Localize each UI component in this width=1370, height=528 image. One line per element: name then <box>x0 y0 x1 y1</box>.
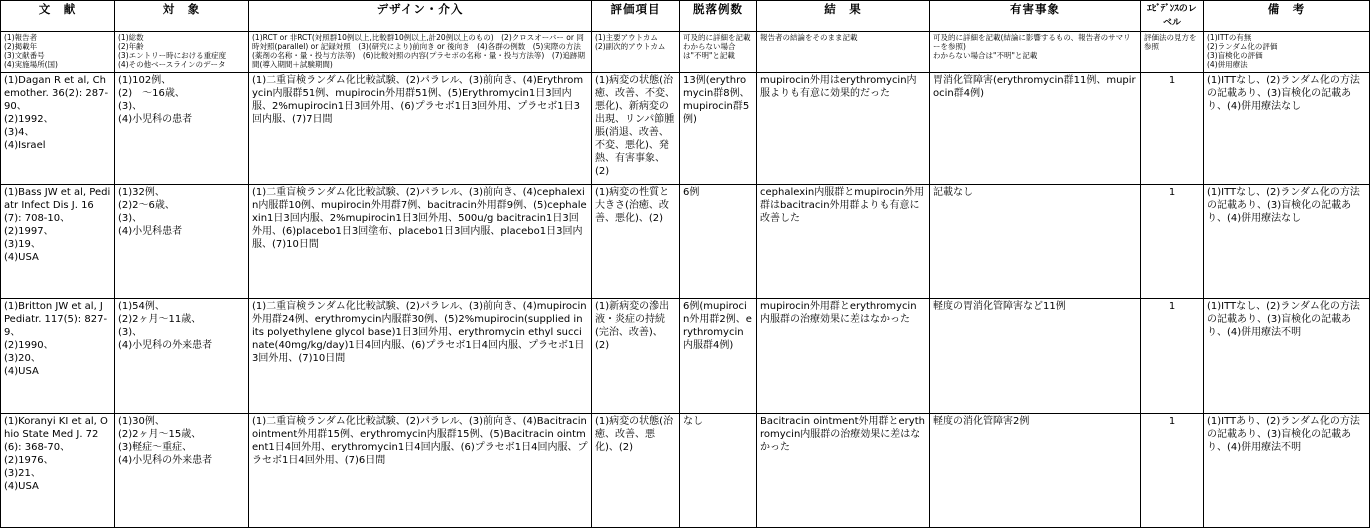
subheader-line: (4)併用療法 <box>1207 60 1248 69</box>
evidence-level-cell: 1 <box>1141 414 1204 528</box>
subheader-line: (3)盲検化の評価 <box>1207 51 1263 60</box>
subheader-line: (1)ITTの有無 <box>1207 33 1252 42</box>
subheader-line: (4)その他ベースラインのデータ <box>118 60 226 69</box>
subject-line: (3)、 <box>118 327 143 338</box>
subject-line: (4)小児科の外来患者 <box>118 340 213 351</box>
subject-line: (3)軽症〜重症、 <box>118 442 193 453</box>
subject-line: (3)、 <box>118 213 143 224</box>
subheader-outcome <box>592 32 680 73</box>
reference-line: (4)Israel <box>4 140 46 151</box>
reference-line: (4)USA <box>4 366 39 377</box>
subheader-evidence-level <box>1141 32 1204 73</box>
subject-line: (2)2〜6歳、 <box>118 200 175 211</box>
subject-line: (2)2ヶ月〜15歳、 <box>118 429 202 440</box>
remarks-cell: (1)ITTなし、(2)ランダム化の方法の記載あり、(3)盲検化の記載あり、(4)併用療法なし <box>1204 73 1370 185</box>
dropout-cell: なし <box>680 414 757 528</box>
reference-line: (3)19、 <box>4 239 41 250</box>
subject-line: (2) 〜16歳、 <box>118 88 185 99</box>
adverse-cell: 記載なし <box>930 185 1141 299</box>
header-remarks: 備 考 <box>1204 1 1370 32</box>
header-outcome: 評価項目 <box>592 1 680 32</box>
reference-cell <box>1 414 115 528</box>
remarks-cell: (1)ITTなし、(2)ランダム化の方法の記載あり、(3)盲検化の記載あり、(4)併用療法なし <box>1204 185 1370 299</box>
header-result: 結 果 <box>757 1 930 32</box>
dropout-cell: 13例(erythromycin群8例、mupirocin群5例) <box>680 73 757 185</box>
subheader-subject <box>115 32 249 73</box>
reference-line: (3)20、 <box>4 353 41 364</box>
subheader-dropout <box>680 32 757 73</box>
subject-line: (4)小児科の外来患者 <box>118 455 213 466</box>
subheader-remarks <box>1204 32 1370 73</box>
reference-line: (2)1997、 <box>4 226 54 237</box>
study-row-dagan <box>1 73 1370 185</box>
study-row-koranyi <box>1 414 1370 528</box>
remarks-cell: (1)ITTなし、(2)ランダム化の方法の記載あり、(3)盲検化の記載あり、(4)併用療法不明 <box>1204 299 1370 414</box>
subheader-line: 報告者の結論をそのまま記載 <box>760 33 858 42</box>
subject-line: (4)小児科の患者 <box>118 114 193 125</box>
header-reference: 文 献 <box>1 1 115 32</box>
subject-cell <box>115 185 249 299</box>
study-row-bass <box>1 185 1370 299</box>
subheader-line: (2)副次的アウトカム <box>595 42 666 51</box>
subheader-line: (3)エントリー時における重症度 <box>118 51 227 60</box>
header-adverse: 有害事象 <box>930 1 1141 32</box>
subheader-line: (1)RCT or 非RCT(対照群10例以上,比較群10例以上,計20例以上のもの) (2)クロスオーバー or 同時対照(parallel) or 記録対照 (3)(研究により)前向き or 後向き (4)各群の例数 (5)実際の方法(薬剤の名称・量・投与方法等) (6)比較対照の内容(プラセボの名称・量・投与方法等) (7)追跡期間(導入期間＋試験期間) <box>252 33 585 69</box>
subject-cell <box>115 299 249 414</box>
design-cell: (1)二重盲検ランダム化比較試験、(2)パラレル、(3)前向き、(4)Erythromycin内服群51例、mupirocin外用群51例、(5)Erythromycin1日3回内服、2%mupirocin1日3回外用、(6)プラセボ1日3回外用、プラセボ1日3回内服、(7)7日間 <box>249 73 592 185</box>
reference-line: (4)USA <box>4 252 39 263</box>
subheader-adverse <box>930 32 1141 73</box>
result-cell: Bacitracin ointment外用群とerythromycin内服群の治療効果に差はなかった <box>757 414 930 528</box>
subheader-line: (1)主要アウトカム <box>595 33 658 42</box>
reference-line: (2)1976、 <box>4 455 54 466</box>
subheader-line: (1)総数 <box>118 33 144 42</box>
dropout-cell: 6例 <box>680 185 757 299</box>
reference-cell <box>1 299 115 414</box>
reference-line: (1)Koranyi KI et al, Ohio State Med J. 72(6): 368-70、 <box>4 416 108 453</box>
subject-cell <box>115 414 249 528</box>
reference-line: (3)21、 <box>4 468 41 479</box>
header-row <box>1 1 1370 32</box>
subject-cell <box>115 73 249 185</box>
design-cell: (1)二重盲検ランダム化比較試験、(2)パラレル、(3)前向き、(4)Bacitracin ointment外用群15例、erythromycin内服群15例、(5)Bacitracin ointment1日4回外用、erythromycin1日4回内服、(6)プラセボ1日4回内服、プラセボ1日4回外用、(7)6日間 <box>249 414 592 528</box>
subject-line: (1)30例、 <box>118 416 165 427</box>
reference-line: (1)Bass JW et al, Pediatr Infect Dis J. 16(7): 708-10、 <box>4 187 111 224</box>
header-evidence-level: ｴﾋﾞﾃﾞﾝｽのレベル <box>1141 1 1204 32</box>
evidence-level-cell: 1 <box>1141 73 1204 185</box>
header-subject: 対 象 <box>115 1 249 32</box>
reference-line: (2)1992、 <box>4 114 54 125</box>
subject-line: (1)32例、 <box>118 187 165 198</box>
dropout-cell: 6例(mupirocin外用群2例、erythromycin内服群4例) <box>680 299 757 414</box>
reference-cell <box>1 185 115 299</box>
subheader-line: (4)実施場所(国) <box>4 60 58 69</box>
result-cell: cephalexin内服群とmupirocin外用群はbacitracin外用群よりも有意に改善した <box>757 185 930 299</box>
subheader-row <box>1 32 1370 73</box>
outcome-cell: (1)新病変の滲出液・炎症の持続(完治、改善)、(2) <box>592 299 680 414</box>
remarks-cell: (1)ITTあり、(2)ランダム化の方法の記載あり、(3)盲検化の記載あり、(4)併用療法不明 <box>1204 414 1370 528</box>
subject-line: (4)小児科患者 <box>118 226 183 237</box>
study-row-britton <box>1 299 1370 414</box>
result-cell: mupirocin外用はerythromycin内服よりも有意に効果的だった <box>757 73 930 185</box>
design-cell: (1)二重盲検ランダム化比較試験、(2)パラレル、(3)前向き、(4)mupirocin外用群24例、erythromycin内服群30例、(5)2%mupirocin(supplied in its polyethylene glycol base)1日3回外用、erythromycin ethyl succinate(40mg/kg/day)1日4回内服、(6)プラセボ1日4回内服、プラセボ1日3回外用、(7)10日間 <box>249 299 592 414</box>
adverse-cell: 胃消化管障害(erythromycin群11例、mupirocin群4例) <box>930 73 1141 185</box>
reference-line: (3)4、 <box>4 127 35 138</box>
subheader-line: わからない場合は"不明"と記載 <box>933 51 1038 60</box>
header-dropout: 脱落例数 <box>680 1 757 32</box>
reference-line: (1)Britton JW et al, J Pediatr. 117(5): 827-9、 <box>4 301 108 338</box>
outcome-cell: (1)病変の状態(治癒、改善、悪化)、(2) <box>592 414 680 528</box>
subheader-reference <box>1 32 115 73</box>
subheader-design <box>249 32 592 73</box>
subheader-line: (2)ランダム化の評価 <box>1207 42 1278 51</box>
subheader-result <box>757 32 930 73</box>
evidence-level-cell: 1 <box>1141 185 1204 299</box>
reference-line: (2)1990、 <box>4 340 54 351</box>
subheader-line: 評価法の見方を参照 <box>1144 33 1197 51</box>
result-cell: mupirocin外用群とerythromycin内服群の治療効果に差はなかった <box>757 299 930 414</box>
subheader-line: 可及的に詳細を記載(結論に影響するもの、報告者のサマリーを参照) <box>933 33 1131 51</box>
reference-line: (1)Dagan R et al, Chemother. 36(2): 287-90、 <box>4 75 109 112</box>
outcome-cell: (1)病変の状態(治癒、改善、不変、悪化)、新病変の出現、リンパ節腫脹(消退、改善、不変、悪化)、発熱、有害事象、(2) <box>592 73 680 185</box>
adverse-cell: 軽度の消化管障害2例 <box>930 414 1141 528</box>
outcome-cell: (1)病変の性質と大きさ(治癒、改善、悪化)、(2) <box>592 185 680 299</box>
design-cell: (1)二重盲検ランダム化比較試験、(2)パラレル、(3)前向き、(4)cephalexin内服群10例、mupirocin外用群7例、bacitracin外用群9例、(5)cephalexin1日3回内服、2%mupirocin1日3回外用、500u/g bacitracin1日3回外用、(6)placebo1日3回塗布、placebo1日3回内服、placebo1日3回内服、(7)10日間 <box>249 185 592 299</box>
subheader-line: (1)報告者 <box>4 33 38 42</box>
subheader-line: わからない場合は"不明"と記載 <box>683 42 736 60</box>
subheader-line: (2)掲載年 <box>4 42 38 51</box>
adverse-cell: 軽度の胃消化管障害など11例 <box>930 299 1141 414</box>
header-design: デザイン・介入 <box>249 1 592 32</box>
subject-line: (1)102例、 <box>118 75 172 86</box>
subheader-line: (2)年齢 <box>118 42 144 51</box>
reference-line: (4)USA <box>4 481 39 492</box>
subject-line: (1)54例、 <box>118 301 165 312</box>
subject-line: (2)2ヶ月〜11歳、 <box>118 314 202 325</box>
subject-line: (3)、 <box>118 101 143 112</box>
subheader-line: (3)文献番号 <box>4 51 45 60</box>
evidence-level-cell: 1 <box>1141 299 1204 414</box>
subheader-line: 可及的に詳細を記載 <box>683 33 751 42</box>
reference-cell <box>1 73 115 185</box>
